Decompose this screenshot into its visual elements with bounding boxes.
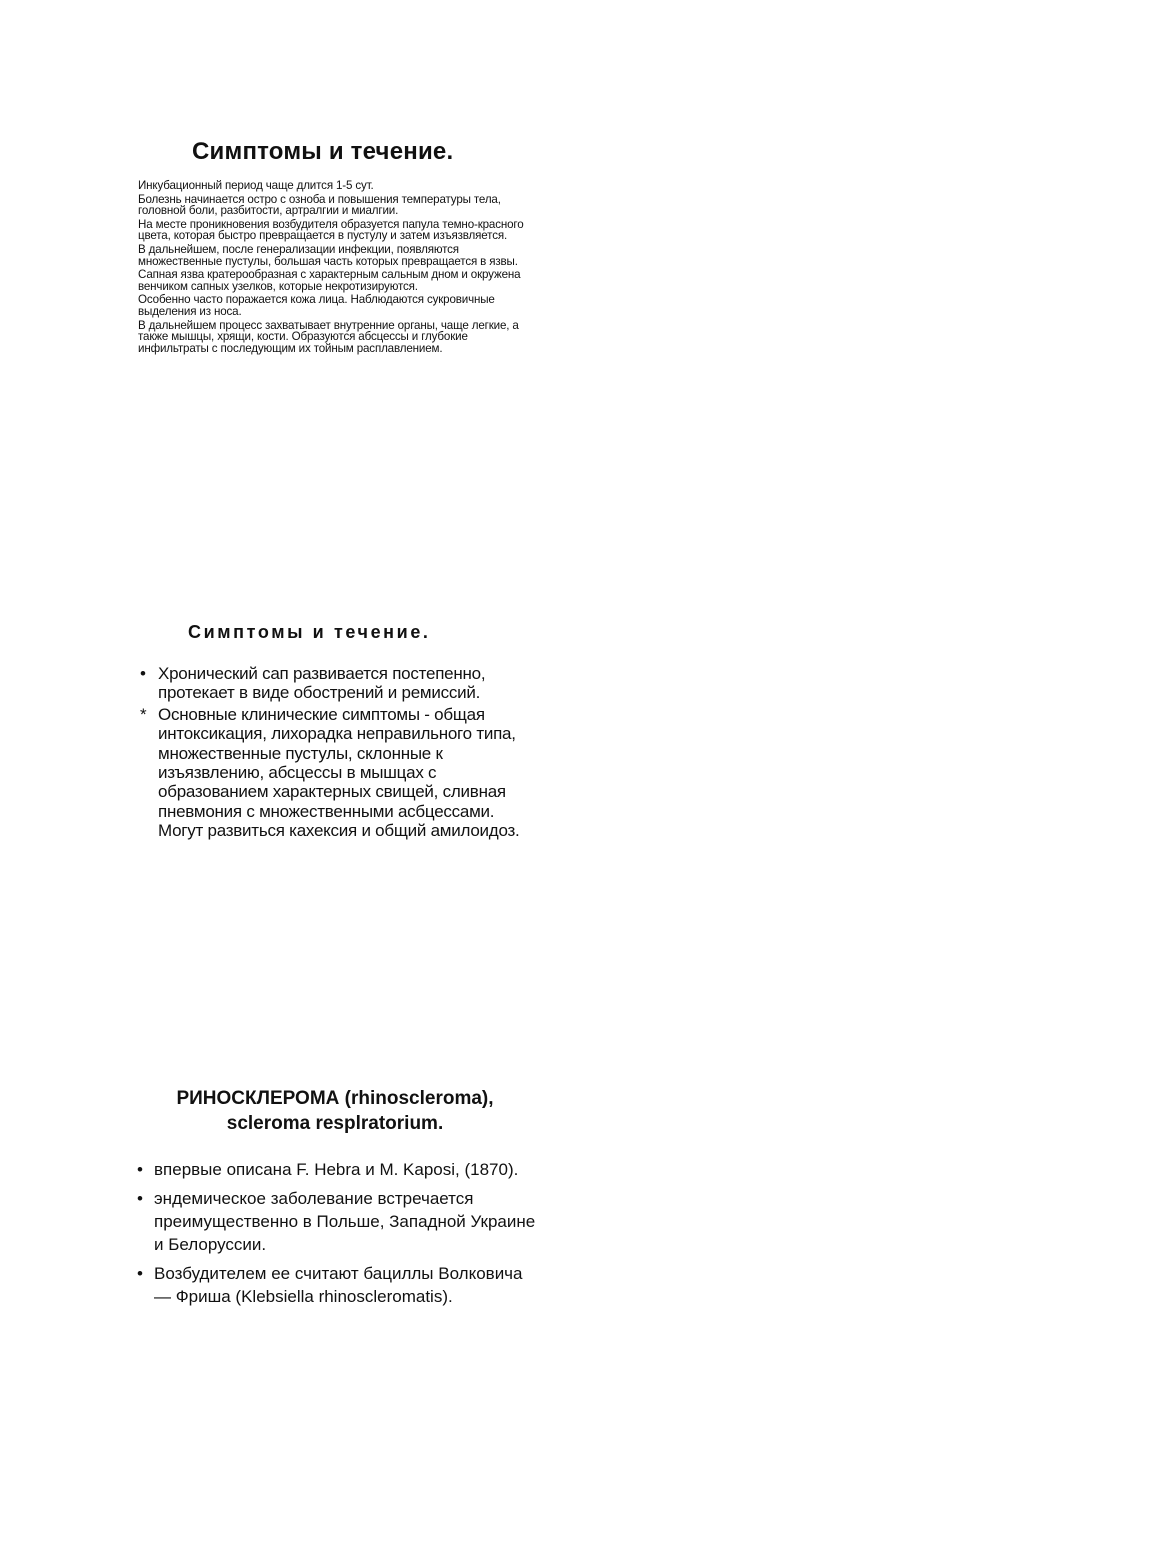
list-item-text: Хронический сап развивается постепенно, протекает в виде обострений и ремиссий. — [158, 664, 486, 703]
bullet-marker: • — [137, 1264, 143, 1283]
list-item — [130, 664, 540, 703]
paragraph: Болезнь начинается остро с озноба и повышения температуры тела, головной боли, разбитости, артралгии и миалгии. — [138, 192, 501, 218]
bullet-marker: • — [137, 1160, 143, 1179]
paragraph: В дальнейшем, после генерализации инфекции, появляются множественные пустулы, большая часть которых превращается в язвы. — [138, 242, 518, 268]
list-item — [130, 705, 540, 841]
paragraph: Инкубационный период чаще длится 1-5 сут. — [138, 179, 374, 192]
title-line: scleroma resplratorium. — [226, 1113, 444, 1134]
paragraph: На месте проникновения возбудителя образуется папула темно-красного цвета, которая быстро превращается в пустулу и затем изъязвляется. — [138, 217, 524, 243]
slide-rhinoscleroma — [130, 1086, 540, 1314]
list-item-text: впервые описана F. Hebra и M. Kaposi, (1870). — [154, 1160, 519, 1179]
paragraph: Особенно часто поражается кожа лица. Наблюдаются сукровичные выделения из носа. — [138, 293, 495, 318]
section-title: Симптомы и течение. — [192, 138, 454, 165]
list-item — [130, 1262, 540, 1308]
list-item — [130, 1158, 540, 1181]
slide-symptoms-acute — [130, 138, 540, 356]
bullet-marker: * — [140, 704, 147, 724]
bullet-marker: • — [140, 664, 146, 683]
title-line: РИНОСКЛЕРОМА (rhinoscleroma), — [176, 1088, 494, 1109]
section-title — [130, 1086, 540, 1136]
paragraph: В дальнейшем процесс захватывает внутренние органы, чаще легкие, а также мышцы, хрящи, кости. Образуются абсцессы и глубокие инфильтраты с последующим их тойным расплавлением. — [138, 318, 519, 355]
paragraph: Сапная язва кратерообразная с характерным сальным дном и окружена венчиком сапных узелков, которые некротизируются. — [138, 268, 521, 293]
list-item-text: Возбудителем ее считают бациллы Волковича — Фриша (Klebsiella rhinoscleromatis). — [154, 1264, 523, 1306]
list-item — [130, 1187, 540, 1256]
section-title: Симптомы и течение. — [188, 622, 431, 642]
list-item-text: эндемическое заболевание встречается преимущественно в Польше, Западной Украине и Белоруссии. — [154, 1189, 536, 1254]
list-item-text: Основные клинические симптомы - общая интоксикация, лихорадка неправильного типа, множественные пустулы, склонные к изъязвлению, абсцессы в мышцах с образованием характерных свищей, сливная пневмония с множественными асбцессами. Могут развиться кахексия и общий амилоидоз. — [158, 704, 520, 841]
slide-symptoms-chronic — [130, 620, 540, 843]
bullet-marker: • — [137, 1189, 143, 1208]
